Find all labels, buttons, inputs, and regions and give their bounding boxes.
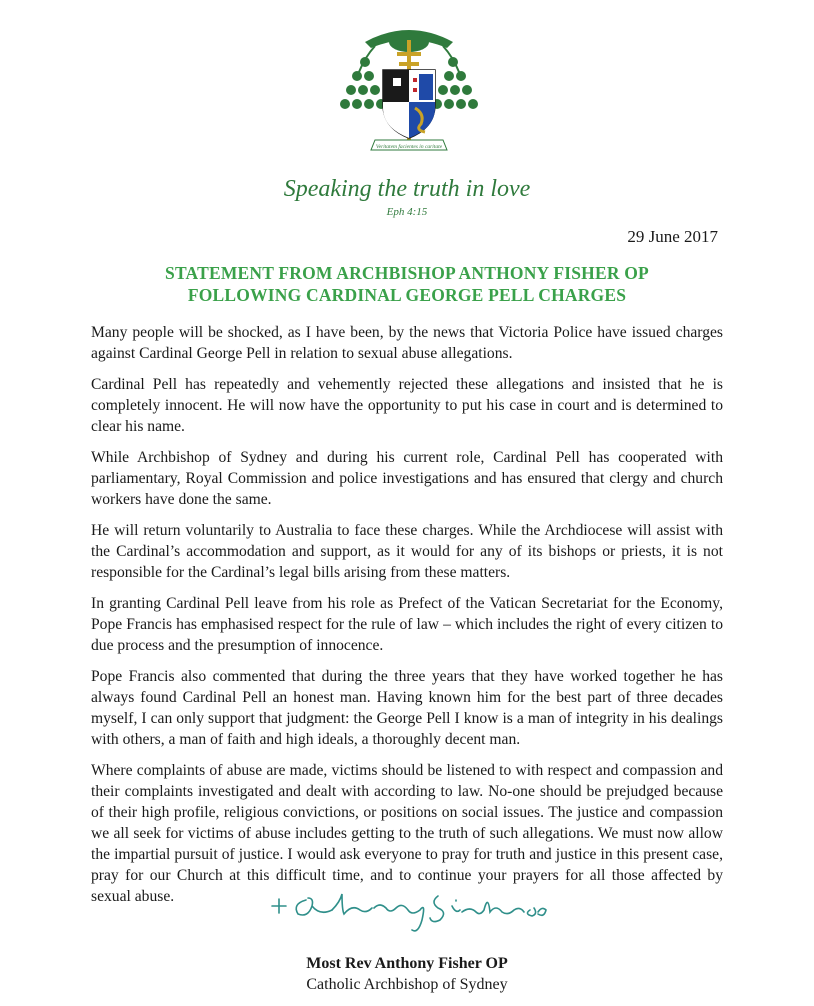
- svg-text:Veritatem facientes in caritat: Veritatem facientes in caritate: [375, 144, 443, 150]
- paragraph: Where complaints of abuse are made, victims should be listened to with respect and compassion and their complaints investigated and dealt with according to law. No-one should be prejudged because of their high profile, religious convictions, or positions on social issues. The justice and compassion we all seek for victims of abuse includes getting to the truth of such allegations. We must now allow the impartial pursuit of justice. I would ask everyone to pray for truth and justice in this present case, pray for our Church at this difficult time, and to continue your prayers for all those affected by sexual abuse.: [91, 762, 723, 905]
- statement-body: [91, 322, 723, 917]
- paragraph: Pope Francis also commented that during the three years that they have worked together he has always found Cardinal Pell an honest man. Having known him for the best part of three decades myself, I can only support that judgment: the George Pell I know is a man of integrity in his dealings with others, a man of faith and high ideals, a thoroughly decent man.: [91, 668, 723, 748]
- motto-reference: Eph 4:15: [386, 206, 428, 218]
- paragraph: While Archbishop of Sydney and during his current role, Cardinal Pell has cooperated with parliamentary, Royal Commission and police investigations and has ensured that clergy and church workers have done the same.: [91, 449, 723, 508]
- signer-name: Most Rev Anthony Fisher OP: [306, 955, 508, 972]
- paragraph: He will return voluntarily to Australia to face these charges. While the Archdiocese will assist with the Cardinal’s accommodation and support, as it would for any of its bishops or priests, it is not responsible for the Cardinal’s legal bills arising from these matters.: [91, 522, 723, 581]
- handwritten-signature: [262, 880, 552, 942]
- motto-text: Speaking the truth in love: [283, 176, 531, 202]
- heading-line-1: STATEMENT FROM ARCHBISHOP ANTHONY FISHER OP: [165, 263, 649, 283]
- paragraph: Cardinal Pell has repeatedly and vehemently rejected these allegations and insisted that he is completely innocent. He will now have the opportunity to put his case in court and is determined to clear his name.: [91, 376, 723, 435]
- paragraph: In granting Cardinal Pell leave from his role as Prefect of the Vatican Secretariat for the Economy, Pope Francis has emphasised respect for the rule of law – which includes the right of every citizen to due process and the presumption of innocence.: [91, 595, 723, 654]
- signer-title: Catholic Archbishop of Sydney: [306, 976, 508, 993]
- statement-date: 29 June 2017: [627, 227, 718, 246]
- statement-heading: [0, 262, 814, 306]
- coat-of-arms-emblem: [335, 12, 483, 160]
- heading-line-2: FOLLOWING CARDINAL GEORGE PELL CHARGES: [187, 285, 627, 305]
- paragraph: Many people will be shocked, as I have been, by the news that Victoria Police have issued charges against Cardinal George Pell in relation to sexual abuse allegations.: [91, 324, 723, 362]
